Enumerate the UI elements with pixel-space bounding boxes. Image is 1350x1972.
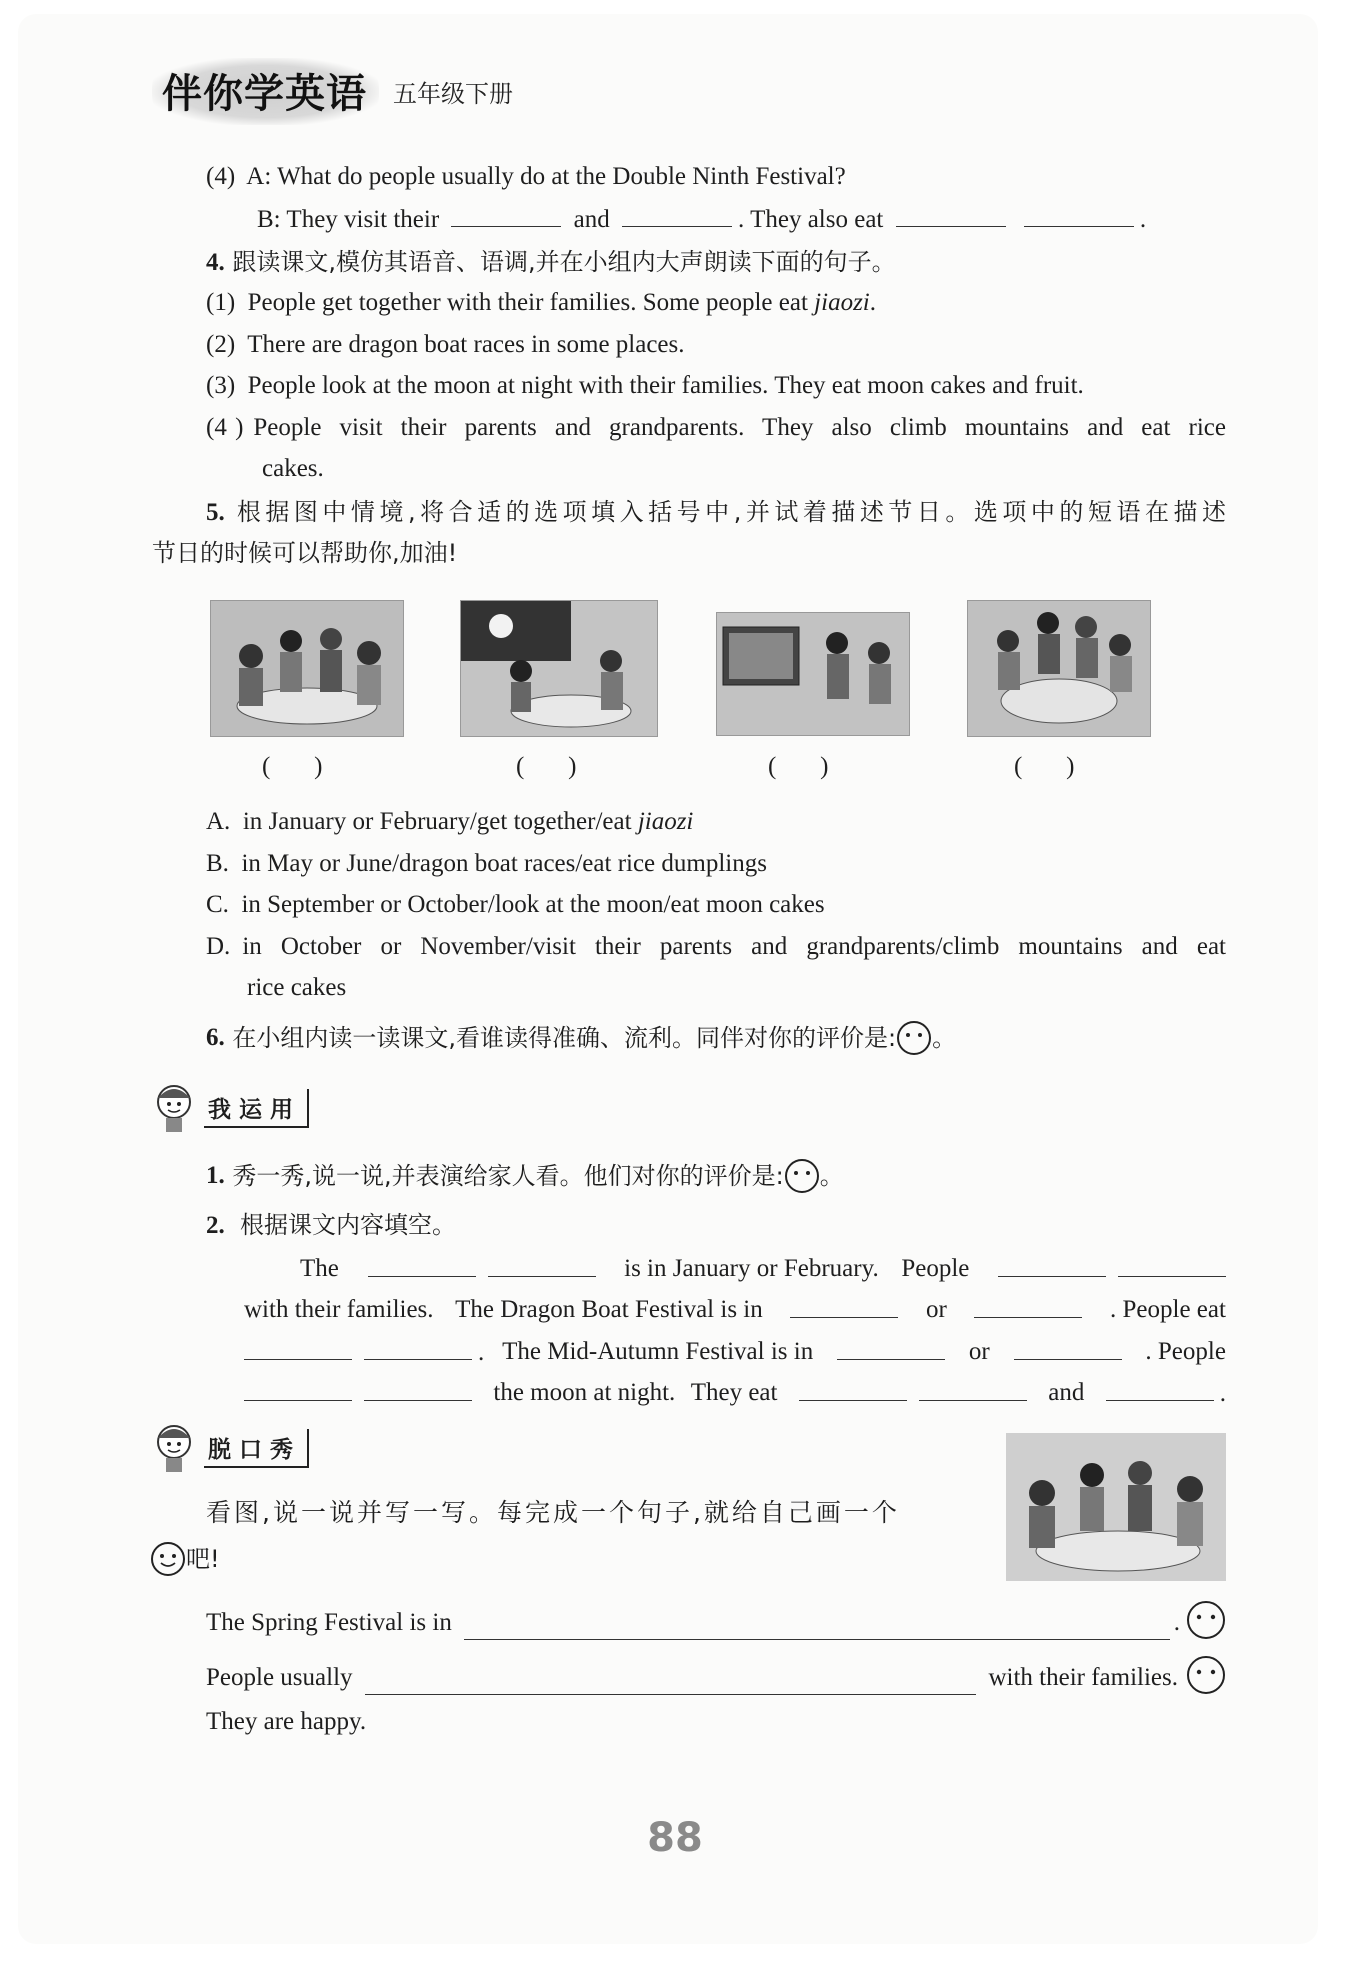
q4-item-3: (3) People look at the moon at night with their families. They eat moon cakes and fruit. (206, 372, 1084, 399)
moon-viewing-illustration (461, 601, 657, 736)
answer-blank[interactable] (998, 1252, 1106, 1277)
smiley-face-icon (150, 1541, 186, 1577)
smiley-face-icon[interactable] (1186, 1655, 1226, 1695)
cartoon-girl-icon (150, 1420, 204, 1476)
answer-blank[interactable] (364, 1335, 472, 1360)
use-q1-line: 1. 秀一秀,说一说,并表演给家人看。他们对你的评价是: 。 (206, 1158, 844, 1194)
answer-blank[interactable] (1106, 1376, 1214, 1401)
use-q2-line2: with their families. The Dragon Boat Festival is in or . People eat (244, 1293, 1226, 1327)
answer-blank[interactable] (244, 1376, 352, 1401)
answer-bracket-3[interactable]: ( ) (768, 753, 829, 780)
festival-picture-4 (967, 600, 1151, 737)
answer-blank[interactable] (622, 202, 732, 227)
answer-blank[interactable] (1014, 1335, 1122, 1360)
section-use-heading: 我运用 (150, 1080, 309, 1136)
option-d-cont: rice cakes (247, 974, 347, 1001)
answer-blank[interactable] (464, 1615, 1170, 1640)
answer-blank[interactable] (364, 1376, 472, 1401)
option-b: B. in May or June/dragon boat races/eat rice dumplings (206, 850, 767, 877)
family-dinner-illustration (211, 601, 403, 736)
use-q2-line1: The is in January or February. People (300, 1252, 1226, 1287)
smiley-face-icon[interactable] (896, 1020, 932, 1056)
q3-item4-answer-line: B: They visit their and . They also eat . (257, 202, 1146, 237)
q4-instruction: 4. 跟读课文,模仿其语音、语调,并在小组内大声朗读下面的句子。 (206, 248, 896, 276)
option-c: C. in September or October/look at the moon/eat moon cakes (206, 891, 825, 918)
page-number: 88 (647, 1815, 703, 1861)
answer-bracket-4[interactable]: ( ) (1014, 753, 1075, 780)
smiley-face-icon[interactable] (1186, 1600, 1226, 1640)
q4-item-4: (4 ) People visit their parents and grandparents. They also climb mountains and eat rice (206, 414, 1226, 441)
answer-blank[interactable] (1024, 202, 1134, 227)
answer-blank[interactable] (919, 1376, 1027, 1401)
option-a: A. in January or February/get together/eat jiaozi (206, 808, 694, 835)
cartoon-girl-icon (150, 1080, 204, 1136)
talk-sentence-2: People usually with their families. (206, 1655, 1226, 1695)
answer-blank[interactable] (1118, 1252, 1226, 1277)
answer-bracket-1[interactable]: ( ) (262, 753, 323, 780)
q5-instruction-line2: 节日的时候可以帮助你,加油! (152, 539, 458, 567)
answer-blank[interactable] (790, 1293, 898, 1318)
festival-picture-2 (460, 600, 658, 737)
q4-item-4-cont: cakes. (262, 455, 324, 482)
answer-blank[interactable] (799, 1376, 907, 1401)
option-d: D. in October or November/visit their parents and grandparents/climb mountains and eat (206, 933, 1226, 960)
book-subtitle: 五年级下册 (393, 80, 513, 108)
dragon-boat-tv-illustration (717, 613, 909, 735)
answer-blank[interactable] (451, 202, 561, 227)
double-ninth-dinner-illustration (968, 601, 1150, 736)
book-title: 伴你学英语 (152, 58, 379, 125)
talk-sentence-3: They are happy. (206, 1708, 367, 1735)
section-talk-heading: 脱口秀 (150, 1420, 309, 1476)
smiley-face-icon[interactable] (784, 1158, 820, 1194)
q6-line: 6. 在小组内读一读课文,看谁读得准确、流利。同伴对你的评价是: 。 (206, 1020, 956, 1056)
festival-picture-1 (210, 600, 404, 737)
festival-picture-3 (716, 612, 910, 736)
answer-blank[interactable] (974, 1293, 1082, 1318)
use-q2-instruction: 2. 根据课文内容填空。 (206, 1211, 457, 1239)
use-q2-line3: . The Mid-Autumn Festival is in or . People (244, 1335, 1226, 1370)
q4-item-1: (1) People get together with their families. Some people eat jiaozi. (206, 289, 876, 316)
q4-item-2: (2) There are dragon boat races in some places. (206, 331, 685, 358)
talk-sentence-1: The Spring Festival is in . (206, 1600, 1226, 1640)
q5-instruction-line1: 5. 根据图中情境,将合适的选项填入括号中,并试着描述节日。选项中的短语在描述 (206, 498, 1226, 526)
page-header (152, 58, 513, 125)
answer-bracket-2[interactable]: ( ) (516, 753, 577, 780)
family-dinner-illustration (1006, 1433, 1226, 1581)
answer-blank[interactable] (488, 1252, 596, 1277)
answer-blank[interactable] (368, 1252, 476, 1277)
answer-blank[interactable] (244, 1335, 352, 1360)
answer-blank[interactable] (896, 202, 1006, 227)
talk-instruction-line1: 看图,说一说并写一写。每完成一个句子,就给自己画一个 (206, 1498, 900, 1527)
answer-blank[interactable] (837, 1335, 945, 1360)
use-q2-line4: the moon at night. They eat and . (244, 1376, 1226, 1411)
spring-festival-picture (1006, 1433, 1226, 1581)
talk-instruction-line2: 吧! (150, 1541, 220, 1577)
q3-item4-question: (4) A: What do people usually do at the Double Ninth Festival? (206, 163, 846, 190)
answer-blank[interactable] (365, 1670, 977, 1695)
